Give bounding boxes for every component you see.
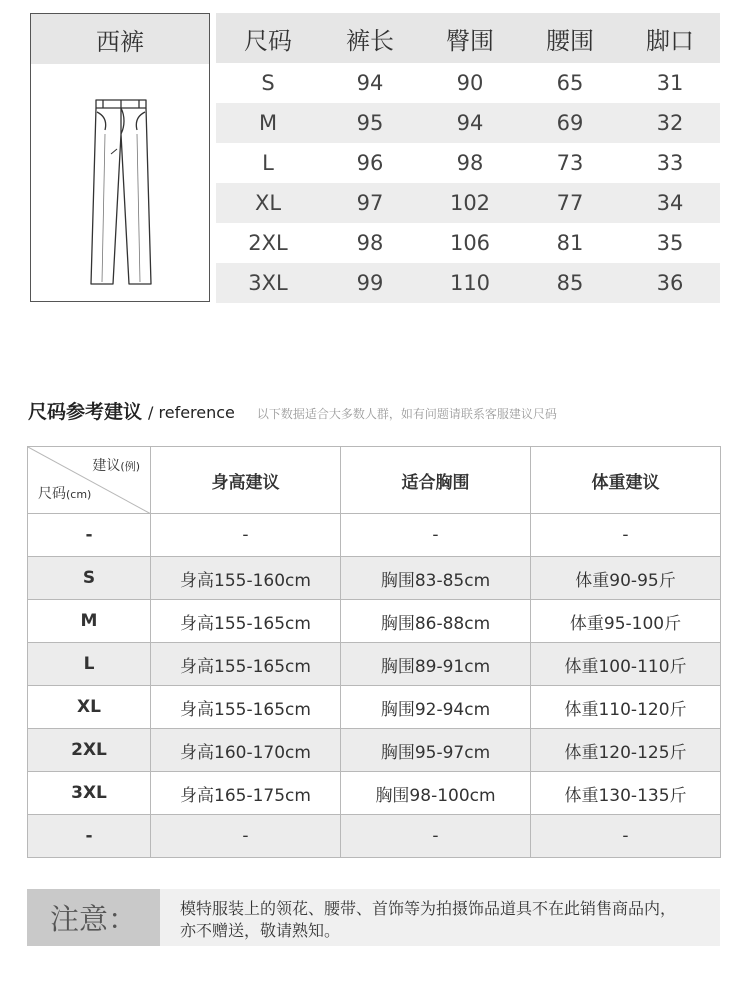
height-cell: - xyxy=(151,815,341,858)
table-row xyxy=(216,103,720,143)
height-cell: 身高155-160cm xyxy=(151,557,341,600)
value-cell: 32 xyxy=(656,111,684,135)
product-label: 西裤 xyxy=(31,14,209,64)
value-cell: 85 xyxy=(556,271,584,295)
recommendation-table xyxy=(27,446,721,858)
recommendation-heading xyxy=(28,397,557,424)
header-cell: 身高建议 xyxy=(151,447,341,514)
table-row xyxy=(216,223,720,263)
size-cell: 2XL xyxy=(28,729,151,772)
header-cell: 裤长 xyxy=(346,26,394,55)
size-chart-header xyxy=(216,13,720,63)
header-cell: 脚口 xyxy=(646,26,694,55)
size-cell: 3XL xyxy=(28,772,151,815)
value-cell: 33 xyxy=(656,151,684,175)
table-row xyxy=(28,557,721,600)
weight-cell: 体重100-110斤 xyxy=(531,643,721,686)
size-cell: - xyxy=(28,815,151,858)
value-cell: 36 xyxy=(656,271,684,295)
weight-cell: - xyxy=(531,815,721,858)
weight-cell: - xyxy=(531,514,721,557)
height-cell: - xyxy=(151,514,341,557)
height-cell: 身高155-165cm xyxy=(151,686,341,729)
weight-cell: 体重120-125斤 xyxy=(531,729,721,772)
weight-cell: 体重110-120斤 xyxy=(531,686,721,729)
notice-line: 亦不赠送，敬请熟知。 xyxy=(180,921,341,940)
header-cell: 尺码 xyxy=(244,26,292,55)
header-cell: 适合胸围 xyxy=(341,447,531,514)
table-row xyxy=(28,729,721,772)
value-cell: 65 xyxy=(556,71,584,95)
value-cell: 69 xyxy=(556,111,584,135)
chest-cell: 胸围92-94cm xyxy=(341,686,531,729)
notice-text xyxy=(180,898,720,942)
size-cell: 3XL xyxy=(248,271,288,295)
value-cell: 95 xyxy=(356,111,384,135)
weight-cell: 体重130-135斤 xyxy=(531,772,721,815)
height-cell: 身高155-165cm xyxy=(151,643,341,686)
table-row xyxy=(216,263,720,303)
header-cell: 腰围 xyxy=(546,26,594,55)
value-cell: 77 xyxy=(556,191,584,215)
header-cell: 臀围 xyxy=(446,26,494,55)
size-cell: M xyxy=(28,600,151,643)
value-cell: 94 xyxy=(456,111,484,135)
size-chart-table xyxy=(216,13,720,303)
value-cell: 81 xyxy=(556,231,584,255)
header-cell: 体重建议 xyxy=(531,447,721,514)
value-cell: 102 xyxy=(449,191,491,215)
recommendation-title: 尺码参考建议 xyxy=(28,401,143,423)
recommendation-title-en: / reference xyxy=(148,403,235,422)
weight-cell: 体重95-100斤 xyxy=(531,600,721,643)
table-row xyxy=(28,772,721,815)
height-cell: 身高160-170cm xyxy=(151,729,341,772)
value-cell: 96 xyxy=(356,151,384,175)
value-cell: 90 xyxy=(456,71,484,95)
value-cell: 110 xyxy=(449,271,491,295)
chest-cell: - xyxy=(341,815,531,858)
value-cell: 31 xyxy=(656,71,684,95)
table-row xyxy=(28,815,721,858)
size-cell: - xyxy=(28,514,151,557)
value-cell: 35 xyxy=(656,231,684,255)
size-cell: M xyxy=(258,111,278,135)
chest-cell: 胸围86-88cm xyxy=(341,600,531,643)
notice-label: 注意： xyxy=(27,889,160,946)
corner-label-size: 尺码(cm) xyxy=(38,486,92,502)
chest-cell: 胸围89-91cm xyxy=(341,643,531,686)
value-cell: 98 xyxy=(356,231,384,255)
chest-cell: - xyxy=(341,514,531,557)
size-cell: L xyxy=(262,151,274,175)
table-row xyxy=(216,63,720,103)
table-row xyxy=(28,686,721,729)
value-cell: 73 xyxy=(556,151,584,175)
recommendation-note: 以下数据适合大多数人群，如有问题请联系客服建议尺码 xyxy=(256,407,557,421)
height-cell: 身高165-175cm xyxy=(151,772,341,815)
table-row xyxy=(28,514,721,557)
trousers-icon xyxy=(81,94,161,289)
value-cell: 106 xyxy=(449,231,491,255)
corner-label-suggest: 建议(例) xyxy=(92,458,140,474)
table-row xyxy=(216,143,720,183)
value-cell: 94 xyxy=(356,71,384,95)
recommendation-header xyxy=(28,447,721,514)
size-cell: S xyxy=(28,557,151,600)
value-cell: 97 xyxy=(356,191,384,215)
product-image-box xyxy=(30,13,210,302)
height-cell: 身高155-165cm xyxy=(151,600,341,643)
chest-cell: 胸围98-100cm xyxy=(341,772,531,815)
value-cell: 99 xyxy=(356,271,384,295)
notice-line: 模特服装上的领花、腰带、首饰等为拍摄饰品道具不在此销售商品内， xyxy=(180,899,677,918)
value-cell: 98 xyxy=(456,151,484,175)
size-cell: L xyxy=(28,643,151,686)
value-cell: 34 xyxy=(656,191,684,215)
size-cell: XL xyxy=(28,686,151,729)
table-row xyxy=(216,183,720,223)
chest-cell: 胸围83-85cm xyxy=(341,557,531,600)
table-row xyxy=(28,600,721,643)
weight-cell: 体重90-95斤 xyxy=(531,557,721,600)
size-cell: XL xyxy=(254,191,282,215)
notice-box xyxy=(27,889,720,946)
corner-header-cell xyxy=(28,447,151,514)
chest-cell: 胸围95-97cm xyxy=(341,729,531,772)
size-cell: S xyxy=(261,71,275,95)
size-cell: 2XL xyxy=(248,231,288,255)
table-row xyxy=(28,643,721,686)
